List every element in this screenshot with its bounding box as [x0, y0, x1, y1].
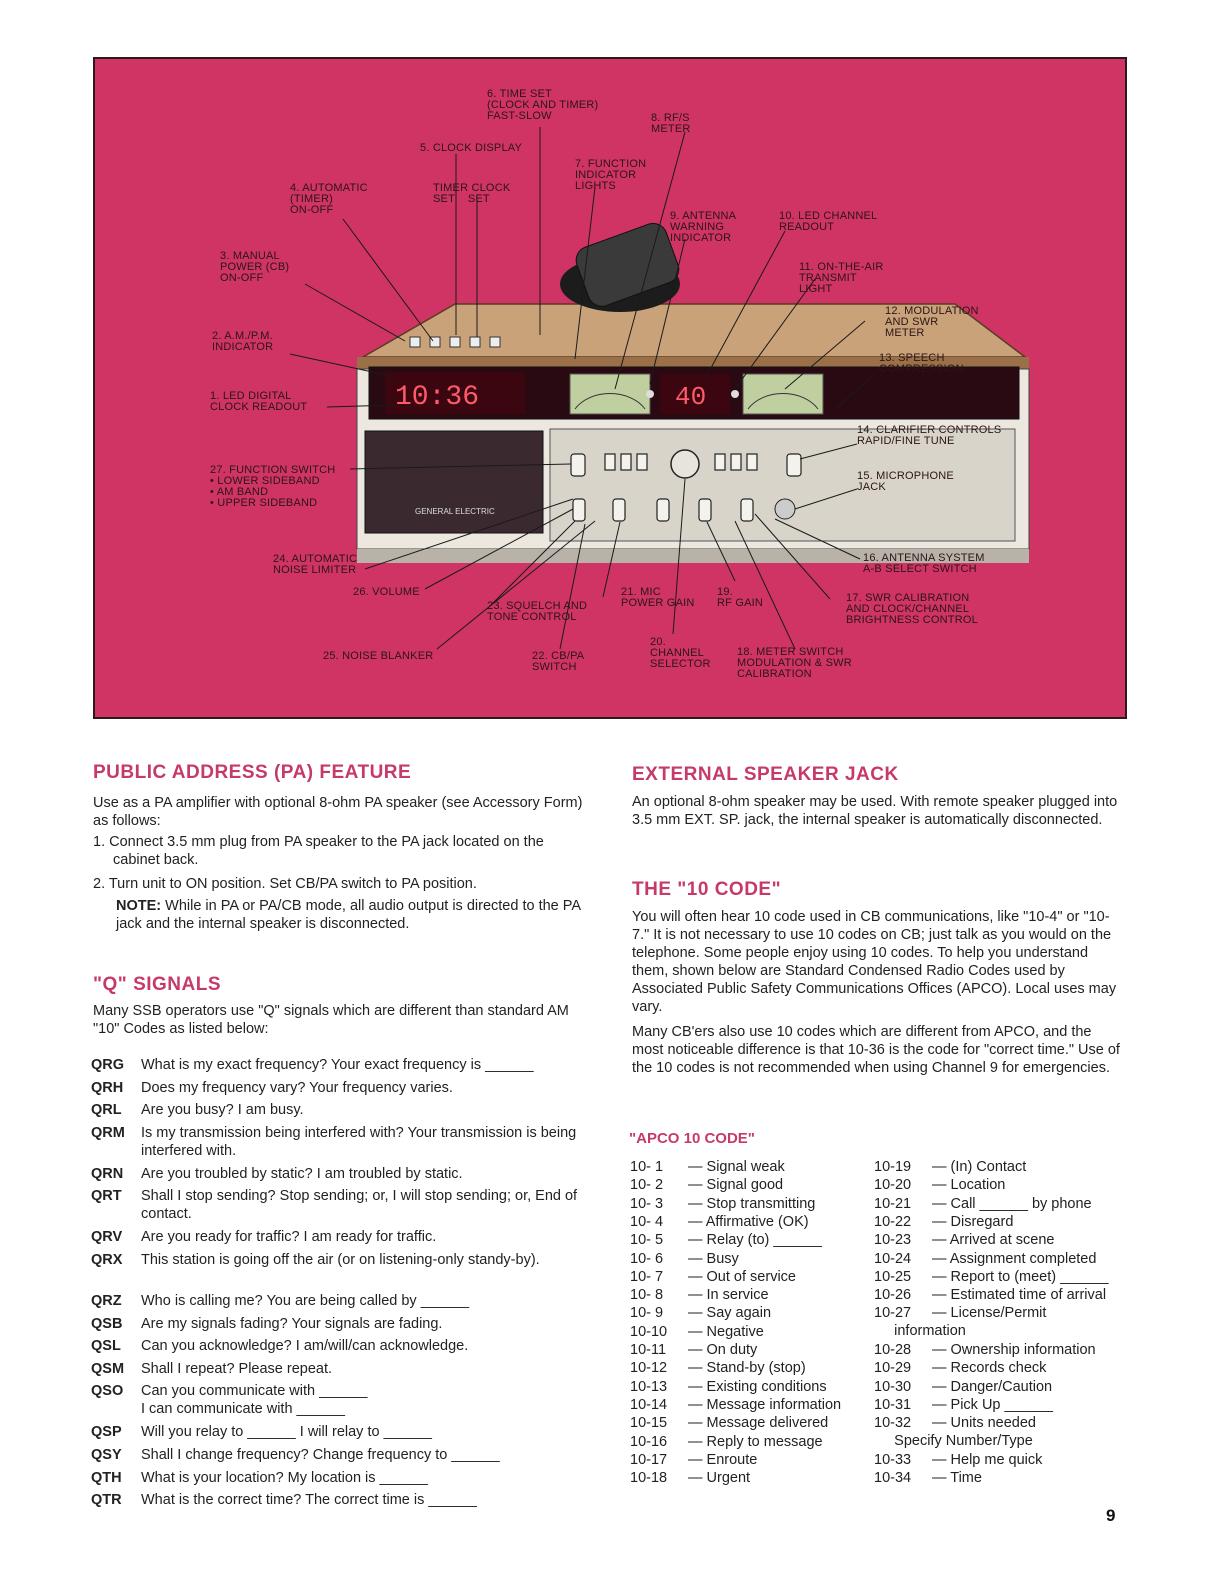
apco-code-row: [630, 1378, 827, 1396]
apco-code-meaning: — Call ______ by phone: [932, 1195, 1092, 1212]
apco-code-number: 10-33: [874, 1451, 912, 1468]
top-button: [410, 337, 420, 347]
apco-code-row: [874, 1451, 1042, 1469]
channel-selector-knob: [671, 450, 699, 478]
apco-code-number: 10-12: [630, 1360, 668, 1377]
apco-code-number: 10-19: [874, 1159, 912, 1175]
apco-code-number: 10-20: [874, 1177, 912, 1194]
callout-21-mic-gain: 21. MIC POWER GAIN: [621, 586, 695, 609]
apco-code-row: [630, 1158, 785, 1176]
apco-code-row: [630, 1396, 841, 1414]
apco-code-number: 10- 5: [630, 1232, 664, 1249]
q-code: QRN: [91, 1165, 124, 1182]
callout-3-manual-power: 3. MANUAL POWER (CB) ON-OFF: [220, 250, 290, 284]
apco-code-meaning: — In service: [688, 1287, 769, 1304]
callout-22-cb-pa: 22. CB/PA SWITCH: [532, 650, 585, 673]
callout-9-antenna-warning: 9. ANTENNA WARNING INDICATOR: [670, 210, 737, 244]
apco-code-meaning: — Units needed Specify Number/Type: [894, 1415, 1036, 1450]
apco-code-number: 10- 9: [630, 1305, 664, 1322]
apco-code-row: [874, 1396, 1053, 1414]
callout-17-swr-calibration: 17. SWR CALIBRATION AND CLOCK/CHANNEL BRIGHTNESS CONTROL: [846, 592, 978, 626]
apco-code-number: 10-31: [874, 1396, 912, 1413]
q-code: QRT: [91, 1188, 122, 1205]
apco-code-row: [874, 1378, 1052, 1396]
apco-code-meaning: — Relay (to) ______: [688, 1232, 822, 1249]
apco-code-row: [630, 1414, 828, 1432]
on-the-air-light: [731, 390, 739, 398]
apco-code-meaning: — Reply to message: [688, 1433, 823, 1450]
apco-code-meaning: — Signal weak: [688, 1159, 785, 1175]
q-code: QRX: [91, 1252, 123, 1268]
callout-24-noise-limiter: 24. AUTOMATIC NOISE LIMITER: [273, 553, 358, 576]
apco-code-row: [630, 1268, 796, 1286]
callout-19-rf-gain: 19. RF GAIN: [717, 586, 764, 609]
brand-label: GENERAL ELECTRIC: [415, 507, 495, 516]
apco-code-meaning: — Enroute: [688, 1451, 758, 1468]
ten-code-heading: THE "10 CODE": [632, 879, 782, 900]
q-code-meaning: Can you acknowledge? I am/will/can acknowledge.: [141, 1338, 469, 1355]
callout-18-meter-switch: 18. METER SWITCH MODULATION & SWR CALIBRATION: [737, 646, 852, 680]
top-button: [470, 337, 480, 347]
q-code-meaning: Are you ready for traffic? I am ready for traffic.: [141, 1229, 437, 1246]
q-code: QSP: [91, 1424, 122, 1441]
apco-code-meaning: — (In) Contact: [932, 1159, 1027, 1175]
q-code-meaning: Are you busy? I am busy.: [141, 1102, 304, 1119]
apco-code-meaning: — Time: [932, 1469, 982, 1486]
apco-code-number: 10-29: [874, 1360, 912, 1377]
q-code-meaning: What is the correct time? The correct time is ______: [141, 1492, 477, 1509]
apco-code-number: 10-27: [874, 1305, 912, 1322]
apco-code-number: 10-24: [874, 1250, 912, 1267]
apco-code-number: 10-11: [630, 1342, 667, 1358]
apco-heading: "APCO 10 CODE": [629, 1130, 755, 1147]
apco-code-number: 10- 2: [630, 1177, 664, 1194]
callout-27-function-switch: 27. FUNCTION SWITCH • LOWER SIDEBAND • AM BAND • UPPER SIDEBAND: [210, 464, 336, 509]
q-code-meaning: What is your location? My location is ______: [141, 1469, 428, 1486]
pa-heading: PUBLIC ADDRESS (PA) FEATURE: [93, 762, 412, 783]
q-code: QSM: [91, 1360, 125, 1377]
q-code: QTR: [91, 1492, 122, 1509]
apco-code-meaning: — Message information: [688, 1396, 842, 1413]
callout-2-am-pm: 2. A.M./P.M. INDICATOR: [212, 330, 274, 353]
callout-14-clarifier: 14. CLARIFIER CONTROLS RAPID/FINE TUNE: [857, 424, 1002, 447]
apco-code-meaning: — Pick Up ______: [932, 1396, 1053, 1413]
apco-code-number: 10- 8: [630, 1287, 664, 1304]
apco-code-row: [630, 1323, 764, 1341]
apco-code-meaning: — Existing conditions: [688, 1378, 827, 1395]
q-code-meaning: Shall I repeat? Please repeat.: [141, 1360, 333, 1377]
apco-code-number: 10- 6: [630, 1250, 664, 1267]
q-code: QRL: [91, 1102, 122, 1119]
apco-code-meaning: — Urgent: [688, 1470, 751, 1487]
apco-code-row: [630, 1304, 771, 1322]
q-signals-heading: "Q" SIGNALS: [93, 974, 222, 995]
apco-code-row: [874, 1195, 1092, 1213]
apco-code-meaning: — Busy: [688, 1250, 739, 1267]
q-code: QRV: [91, 1229, 123, 1246]
apco-code-row: [874, 1268, 1109, 1286]
apco-code-meaning: — Out of service: [688, 1268, 796, 1285]
apco-code-number: 10-16: [630, 1433, 668, 1450]
callout-7-function-lights: 7. FUNCTION INDICATOR LIGHTS: [575, 158, 647, 192]
apco-code-number: 10- 4: [630, 1213, 664, 1230]
apco-code-row: [630, 1286, 769, 1304]
apco-code-meaning: — Message delivered: [688, 1415, 829, 1432]
ext-speaker-text: An optional 8-ohm speaker may be used. With remote speaker plugged into 3.5 mm EXT. SP. jack, the internal speaker is automatically disconnected.: [632, 794, 1118, 828]
apco-code-number: 10-18: [630, 1470, 668, 1487]
pa-note: [116, 897, 586, 933]
apco-code-number: 10-25: [874, 1268, 912, 1285]
ext-speaker-heading: EXTERNAL SPEAKER JACK: [632, 764, 899, 785]
apco-code-number: 10-10: [630, 1323, 668, 1340]
q-code-meaning: This station is going off the air (or on listening-only standy-by).: [141, 1252, 540, 1268]
top-button: [450, 337, 460, 347]
q-code: QRZ: [91, 1293, 122, 1309]
pa-step-1: 1. Connect 3.5 mm plug from PA speaker to the PA jack located on the cabinet back.: [93, 834, 544, 868]
apco-code-number: 10-26: [874, 1287, 912, 1304]
top-button: [490, 337, 500, 347]
q-code-meaning: Are you troubled by static? I am troubled by static.: [141, 1165, 463, 1182]
callout-20-channel-selector: 20. CHANNEL SELECTOR: [650, 636, 711, 670]
apco-code-meaning: — Report to (meet) ______: [932, 1268, 1109, 1285]
apco-code-meaning: — License/Permit information: [894, 1305, 1047, 1340]
callout-26-volume: 26. VOLUME: [353, 586, 420, 598]
apco-code-row: [630, 1195, 815, 1213]
apco-code-number: 10-28: [874, 1341, 912, 1358]
q-code-meaning: Shall I change frequency? Change frequency to ______: [141, 1447, 500, 1463]
callout-25-noise-blanker: 25. NOISE BLANKER: [323, 650, 434, 662]
apco-code-number: 10- 1: [630, 1159, 664, 1175]
apco-code-meaning: — Assignment completed: [932, 1250, 1097, 1267]
apco-code-meaning: — Ownership information: [932, 1341, 1096, 1358]
q-code-meaning: Who is calling me? You are being called by ______: [141, 1293, 470, 1309]
apco-code-number: 10-34: [874, 1469, 912, 1486]
q-code-meaning: What is my exact frequency? Your exact frequency is ______: [141, 1057, 534, 1073]
apco-code-meaning: — Affirmative (OK): [688, 1213, 809, 1230]
q-code-meaning: Are my signals fading? Your signals are fading.: [141, 1315, 443, 1332]
apco-code-number: 10-14: [630, 1396, 668, 1413]
callout-6-time-set: 6. TIME SET (CLOCK AND TIMER) FAST-SLOW: [487, 88, 599, 122]
q-code-meaning: Is my transmission being interfered with? Your transmission is being interfered with.: [141, 1124, 577, 1159]
q-code: QSL: [91, 1338, 121, 1355]
apco-code-meaning: — Say again: [688, 1305, 772, 1322]
q-code: QSB: [91, 1315, 123, 1332]
apco-code-row: [874, 1213, 1013, 1231]
apco-code-row: [630, 1451, 757, 1469]
q-code-meaning: Will you relay to ______ I will relay to ______: [141, 1424, 432, 1441]
apco-code-meaning: — Estimated time of arrival: [932, 1287, 1107, 1304]
apco-code-row: [630, 1433, 823, 1451]
q-code: QTH: [91, 1469, 122, 1486]
apco-code-meaning: — Disregard: [932, 1213, 1014, 1230]
apco-code-meaning: — On duty: [688, 1342, 758, 1358]
apco-code-row: [874, 1158, 1026, 1176]
callout-4-automatic-timer: 4. AUTOMATIC (TIMER) ON-OFF: [290, 182, 368, 216]
pa-step-2: 2. Turn unit to ON position. Set CB/PA switch to PA position.: [93, 876, 477, 892]
q-code: QRH: [91, 1079, 124, 1096]
apco-code-row: [874, 1286, 1106, 1304]
callout-23-squelch-tone: 23. SQUELCH AND TONE CONTROL: [487, 600, 588, 623]
apco-code-row: [630, 1359, 806, 1377]
q-code: QSO: [91, 1383, 124, 1400]
callout-1-led-clock: 1. LED DIGITAL CLOCK READOUT: [210, 390, 308, 413]
apco-code-number: 10-32: [874, 1415, 912, 1432]
microphone-jack: [775, 499, 795, 519]
channel-readout: 40: [675, 382, 707, 412]
apco-code-row: [874, 1304, 1046, 1340]
apco-code-number: 10-21: [874, 1195, 912, 1212]
apco-code-meaning: — Danger/Caution: [932, 1378, 1053, 1395]
antenna-warning-indicator: [646, 390, 654, 398]
apco-code-row: [630, 1176, 783, 1194]
clock-readout: 10:36: [395, 382, 480, 413]
apco-code-row: [630, 1231, 822, 1249]
callout-15-microphone-jack: 15. MICROPHONE JACK: [857, 470, 954, 493]
apco-code-row: [630, 1469, 750, 1487]
apco-code-meaning: — Records check: [932, 1360, 1047, 1377]
apco-code-meaning: — Help me quick: [932, 1451, 1043, 1468]
apco-code-number: 10-15: [630, 1415, 668, 1432]
radio-diagram-panel: [93, 57, 1127, 719]
q-code: QRG: [91, 1057, 125, 1073]
callout-13-speech-compression: 13. SPEECH COMPRESSION: [879, 352, 964, 375]
apco-code-number: 10- 3: [630, 1195, 664, 1212]
apco-code-meaning: — Arrived at scene: [932, 1232, 1055, 1249]
q-code-meaning: Shall I stop sending? Stop sending; or, I will stop sending; or, End of contact.: [141, 1188, 578, 1223]
apco-code-row: [874, 1469, 982, 1487]
pa-intro: Use as a PA amplifier with optional 8-ohm PA speaker (see Accessory Form) as follows:: [93, 795, 583, 829]
apco-code-meaning: — Negative: [688, 1323, 764, 1340]
apco-code-meaning: — Stand-by (stop): [688, 1360, 806, 1377]
apco-code-row: [874, 1231, 1055, 1249]
ten-code-para-1: You will often hear 10 code used in CB communications, like "10-4" or "10-7." It is not necessary to use 10 codes on CB; just talk as you would on the telephone. Some people enjoy using 10 codes. To help you understand them, shown below are Standard Condensed Radio Codes used by Associated Public Safety Communications Offices (APCO). Local uses may vary.: [632, 909, 1117, 1015]
apco-code-number: 10-23: [874, 1232, 912, 1249]
callout-16-antenna-select: 16. ANTENNA SYSTEM A-B SELECT SWITCH: [863, 552, 985, 575]
ten-code-para-2: Many CB'ers also use 10 codes which are different from APCO, and the most noticeable difference is that 10-36 is the code for "correct time." Use of the 10 codes is not recommended when using Channel 9 for emergencies.: [632, 1024, 1120, 1076]
q-code-meaning: Can you communicate with ______ I can communicate with ______: [141, 1383, 368, 1418]
q-code-meaning: Does my frequency vary? Your frequency varies.: [141, 1079, 453, 1096]
apco-code-row: [630, 1250, 739, 1268]
apco-code-row: [630, 1341, 757, 1359]
q-signals-intro: Many SSB operators use "Q" signals which are different than standard AM "10" Codes as listed below:: [93, 1003, 569, 1037]
callout-12-modulation-swr: 12. MODULATION AND SWR METER: [885, 305, 979, 339]
apco-code-number: 10- 7: [630, 1268, 664, 1285]
apco-code-row: [874, 1341, 1096, 1359]
apco-code-row: [874, 1176, 1005, 1194]
apco-code-number: 10-30: [874, 1378, 912, 1395]
apco-code-meaning: — Stop transmitting: [688, 1195, 816, 1212]
apco-code-row: [874, 1414, 1036, 1450]
apco-code-row: [874, 1250, 1096, 1268]
callout-11-on-the-air: 11. ON-THE-AIR TRANSMIT LIGHT: [799, 261, 884, 295]
callout-5a-timer-clock-set: TIMER CLOCK SET SET: [433, 182, 511, 205]
apco-code-meaning: — Location: [932, 1177, 1006, 1194]
q-code: QSY: [91, 1447, 122, 1463]
apco-code-meaning: — Signal good: [688, 1177, 784, 1194]
page-number: 9: [1106, 1506, 1116, 1525]
callout-5-clock-display: 5. CLOCK DISPLAY: [420, 142, 523, 154]
pa-note-text: While in PA or PA/CB mode, all audio output is directed to the PA jack and the internal speaker is disconnected.: [116, 898, 581, 932]
apco-code-row: [630, 1213, 809, 1231]
q-code: QRM: [91, 1124, 125, 1141]
callout-10-led-channel: 10. LED CHANNEL READOUT: [779, 210, 878, 233]
apco-code-number: 10-17: [630, 1451, 668, 1468]
apco-code-number: 10-22: [874, 1213, 912, 1230]
apco-code-row: [874, 1359, 1046, 1377]
callout-8-rf-meter: 8. RF/S METER: [651, 112, 691, 135]
apco-code-number: 10-13: [630, 1378, 668, 1395]
pa-note-label: NOTE:: [116, 898, 162, 914]
